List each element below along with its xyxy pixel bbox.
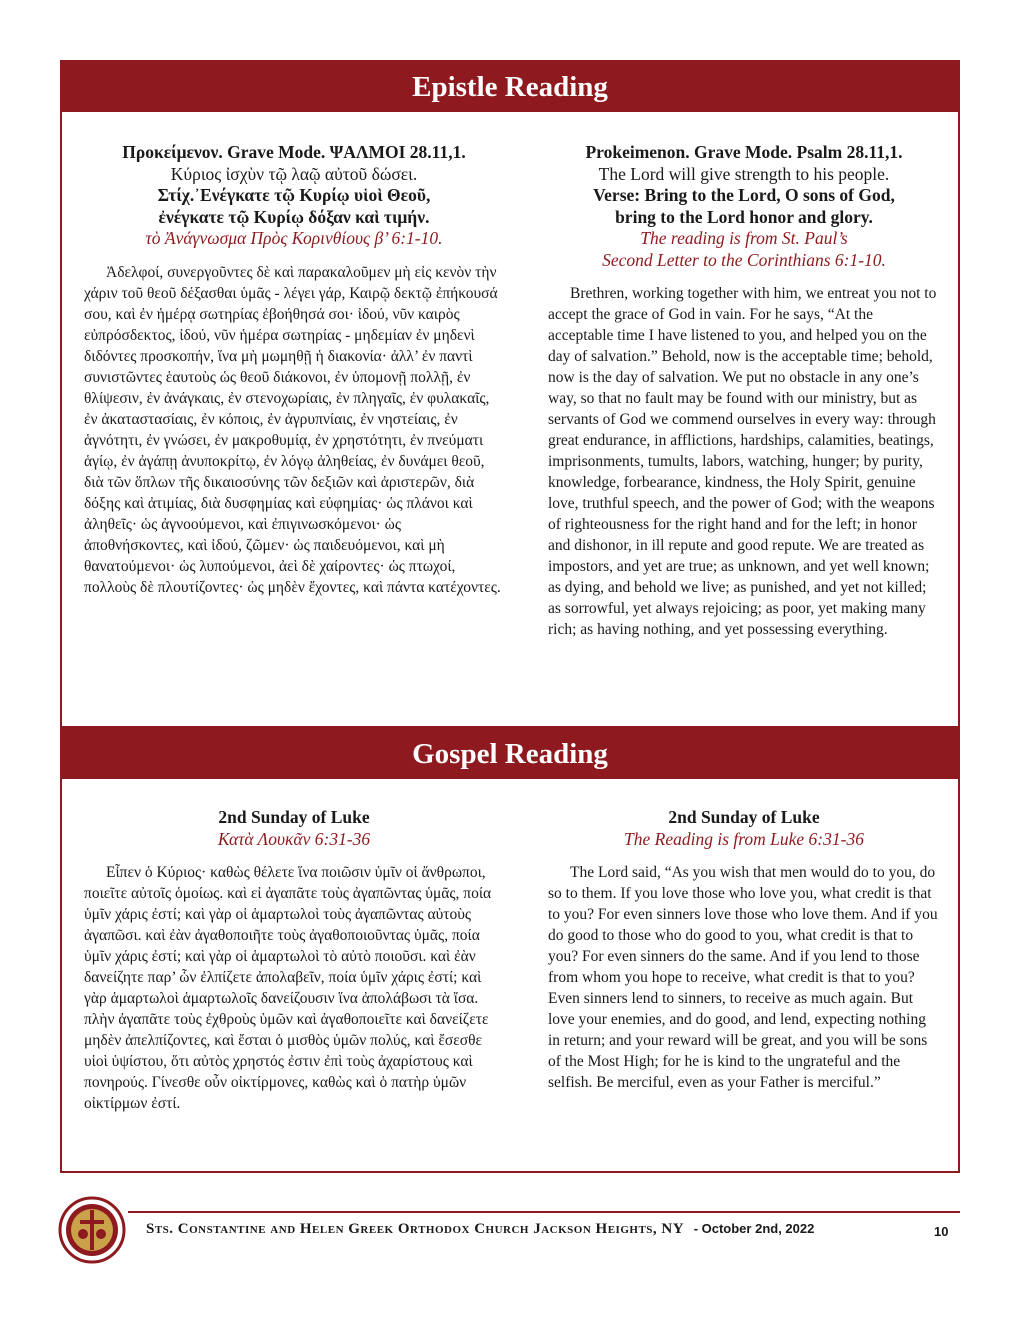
reading-ref-greek: τὸ Ἀνάγνωσμα Πρὸς Κορινθίους β’ 6:1-10. (145, 228, 443, 248)
gospel-heading-greek: 2nd Sunday of Luke (218, 807, 370, 827)
gospel-banner: Gospel Reading (62, 729, 958, 779)
gospel-ref-greek: Κατὰ Λουκᾶν 6:31-36 (217, 828, 371, 849)
gospel-ref-english: The Reading is from Luke 6:31-36 (624, 828, 864, 849)
gospel-greek-column (84, 807, 504, 1114)
gospel-greek-heading (84, 807, 504, 850)
prokeimenon-greek-text: Κύριος ἰσχὺν τῷ λαῷ αὐτοῦ δώσει. (170, 163, 418, 184)
verse-greek-1: Στίχ.᾿Ενέγκατε τῷ Κυρίῳ υἱοὶ Θεοῦ, (157, 185, 431, 205)
epistle-english-heading (548, 142, 940, 271)
epistle-greek-column (84, 142, 504, 598)
page-number: 10 (934, 1224, 949, 1239)
verse-english-1: Verse: Bring to the Lord, O sons of God, (593, 185, 895, 205)
prokeimenon-greek: Προκείμενον. Grave Mode. ΨΑΛΜΟΙ 28.11,1. (122, 142, 466, 162)
epistle-english-text: Brethren, working together with him, we entreat you not to accept the grace of God in vain. For he says, “At the acceptable time I have listened to you, and helped you on the day of salvation.” Behold, now is the acceptable time; behold, now is the day of salvation. We put no obstacle in any one’s way, so that no fault may be found with our ministry, but as servants of God we commend ourselves in every way: through great endurance, in afflictions, hardships, calamities, beatings, imprisonments, tumults, labors, watching, hunger; by purity, knowledge, forbearance, kindness, the Holy Spirit, genuine love, truthful speech, and the power of God; with the weapons of righteousness for the right hand and for the left; in honor and dishonor, in ill repute and good repute. We are treated as impostors, and yet are true; as unknown, and yet well known; as dying, and behold we live; as punished, and yet not killed; as sorrowful, yet always rejoicing; as poor, yet making many rich; as having nothing, and yet possessing everything. (548, 285, 937, 638)
gospel-greek-text: Εἶπεν ὁ Κύριος· καθὼς θέλετε ἵνα ποιῶσιν ὑμῖν οἱ ἄνθρωποι, ποιεῖτε αὐτοῖς ὁμοίως. καὶ εἰ ἀγαπᾶτε τοὺς ἀγαπῶντας ὑμᾶς, ποία ὑμῖν χάρις ἐστί; καὶ γὰρ οἱ ἁμαρτωλοὶ τοὺς ἀγαπῶντας αὐτοὺς ἀγαπῶσι. καὶ ἐὰν ἀγαθοποιῆτε τοὺς ἀγαθοποιοῦντας ὑμᾶς, ποία ὑμῖν χάρις ἐστί; καὶ γὰρ οἱ ἁμαρτωλοὶ τὸ αὐτὸ ποιοῦσι. καὶ ἐὰν δανείζητε παρ’ ὧν ἐλπίζετε ἀπολαβεῖν, ποία ὑμῖν χάρις ἐστί; καὶ γὰρ ἁμαρτωλοὶ ἁμαρτωλοῖς δανείζουσιν ἵνα ἀπολάβωσι τὰ ἴσα. πλὴν ἀγαπᾶτε τοὺς ἐχθροὺς ὑμῶν καὶ ἀγαθοποιεῖτε καὶ δανείζετε μηδὲν ἀπελπίζοντες, καὶ ἔσται ὁ μισθὸς ὑμῶν πολύς, καὶ ἔσεσθε υἱοὶ ὑψίστου, ὅτι αὐτὸς χρηστός ἐστιν ἐπὶ τοὺς ἀχαρίστους καὶ πονηρούς. Γίνεσθε οὖν οἰκτίρμονες, καθὼς καὶ ὁ πατὴρ ὑμῶν οἰκτίρμων ἐστί. (84, 864, 492, 1112)
church-seal-icon (58, 1196, 126, 1264)
prokeimenon-english-text: The Lord will give strength to his people. (598, 163, 890, 184)
gospel-english-heading (548, 807, 940, 850)
footer-rule (128, 1211, 960, 1213)
epistle-section (60, 60, 960, 728)
prokeimenon-english: Prokeimenon. Grave Mode. Psalm 28.11,1. (585, 142, 903, 162)
reading-ref-english-1: The reading is from St. Paul’s (640, 228, 848, 248)
gospel-english-text: The Lord said, “As you wish that men would do to you, do so to them. If you love those who love you, what credit is that to you? For even sinners love those who love them. And if you do good to those who do good to you, what credit is that to you? For even sinners do the same. And if you lend to those from whom you hope to receive, what credit is that to you? Even sinners lend to sinners, to receive as much again. But love your enemies, and do good, and lend, expecting nothing in return; and your reward will be great, and you will be sons of the Most High; for he is kind to the ungrateful and the selfish. Be merciful, even as your Father is merciful.” (548, 864, 938, 1091)
bulletin-date: - October 2nd, 2022 (690, 1221, 815, 1236)
reading-ref-english-2: Second Letter to the Corinthians 6:1-10. (602, 249, 886, 270)
gospel-section (60, 727, 960, 1173)
gospel-english-column (548, 807, 940, 1093)
epistle-greek-heading (84, 142, 504, 250)
gospel-heading-english: 2nd Sunday of Luke (668, 807, 820, 827)
footer-church-name (146, 1221, 814, 1238)
epistle-greek-text: Ἀδελφοί, συνεργοῦντες δὲ καὶ παρακαλοῦμεν μὴ εἰς κενὸν τὴν χάριν τοῦ θεοῦ δέξασθαι ὑμᾶς - λέγει γάρ, Καιρῷ δεκτῷ ἐπήκουσά σου, καὶ ἐν ἡμέρᾳ σωτηρίας ἐβοήθησά σοι· ἰδού, νῦν καιρὸς εὐπρόσδεκτος, ἰδού, νῦν ἡμέρα σωτηρίας - μηδεμίαν ἐν μηδενὶ διδόντες προσκοπήν, ἵνα μὴ μωμηθῇ ἡ διακονία· ἀλλ’ ἐν παντὶ συνιστῶντες ἑαυτοὺς ὡς θεοῦ διάκονοι, ἐν ὑπομονῇ πολλῇ, ἐν θλίψεσιν, ἐν ἀνάγκαις, ἐν στενοχωρίαις, ἐν πληγαῖς, ἐν φυλακαῖς, ἐν ἀκαταστασίαις, ἐν κόποις, ἐν ἀγρυπνίαις, ἐν νηστείαις, ἐν ἁγνότητι, ἐν γνώσει, ἐν μακροθυμίᾳ, ἐν χρηστότητι, ἐν πνεύματι ἁγίῳ, ἐν ἀγάπῃ ἀνυποκρίτῳ, ἐν λόγῳ ἀληθείας, ἐν δυνάμει θεοῦ, διὰ τῶν ὅπλων τῆς δικαιοσύνης τῶν δεξιῶν καὶ ἀριστερῶν, διὰ δόξης καὶ ἀτιμίας, διὰ δυσφημίας καὶ εὐφημίας· ὡς πλάνοι καὶ ἀληθεῖς· ὡς ἀγνοούμενοι, καὶ ἐπιγινωσκόμενοι· ὡς ἀποθνήσκοντες, καὶ ἰδού, ζῶμεν· ὡς παιδευόμενοι, καὶ μὴ θανατούμενοι· ὡς λυπούμενοι, ἀεὶ δὲ χαίροντες· ὡς πτωχοί, πολλοὺς δὲ πλουτίζοντες· ὡς μηδὲν ἔχοντες, καὶ πάντα κατέχοντες. (84, 263, 501, 596)
epistle-banner: Epistle Reading (62, 62, 958, 112)
epistle-english-column (548, 142, 940, 640)
verse-english-2: bring to the Lord honor and glory. (615, 206, 873, 227)
verse-greek-2: ἐνέγκατε τῷ Κυρίῳ δόξαν καὶ τιμήν. (158, 206, 430, 227)
church-name: Sts. Constantine and Helen Greek Orthodox Church Jackson Heights, NY (146, 1221, 685, 1237)
